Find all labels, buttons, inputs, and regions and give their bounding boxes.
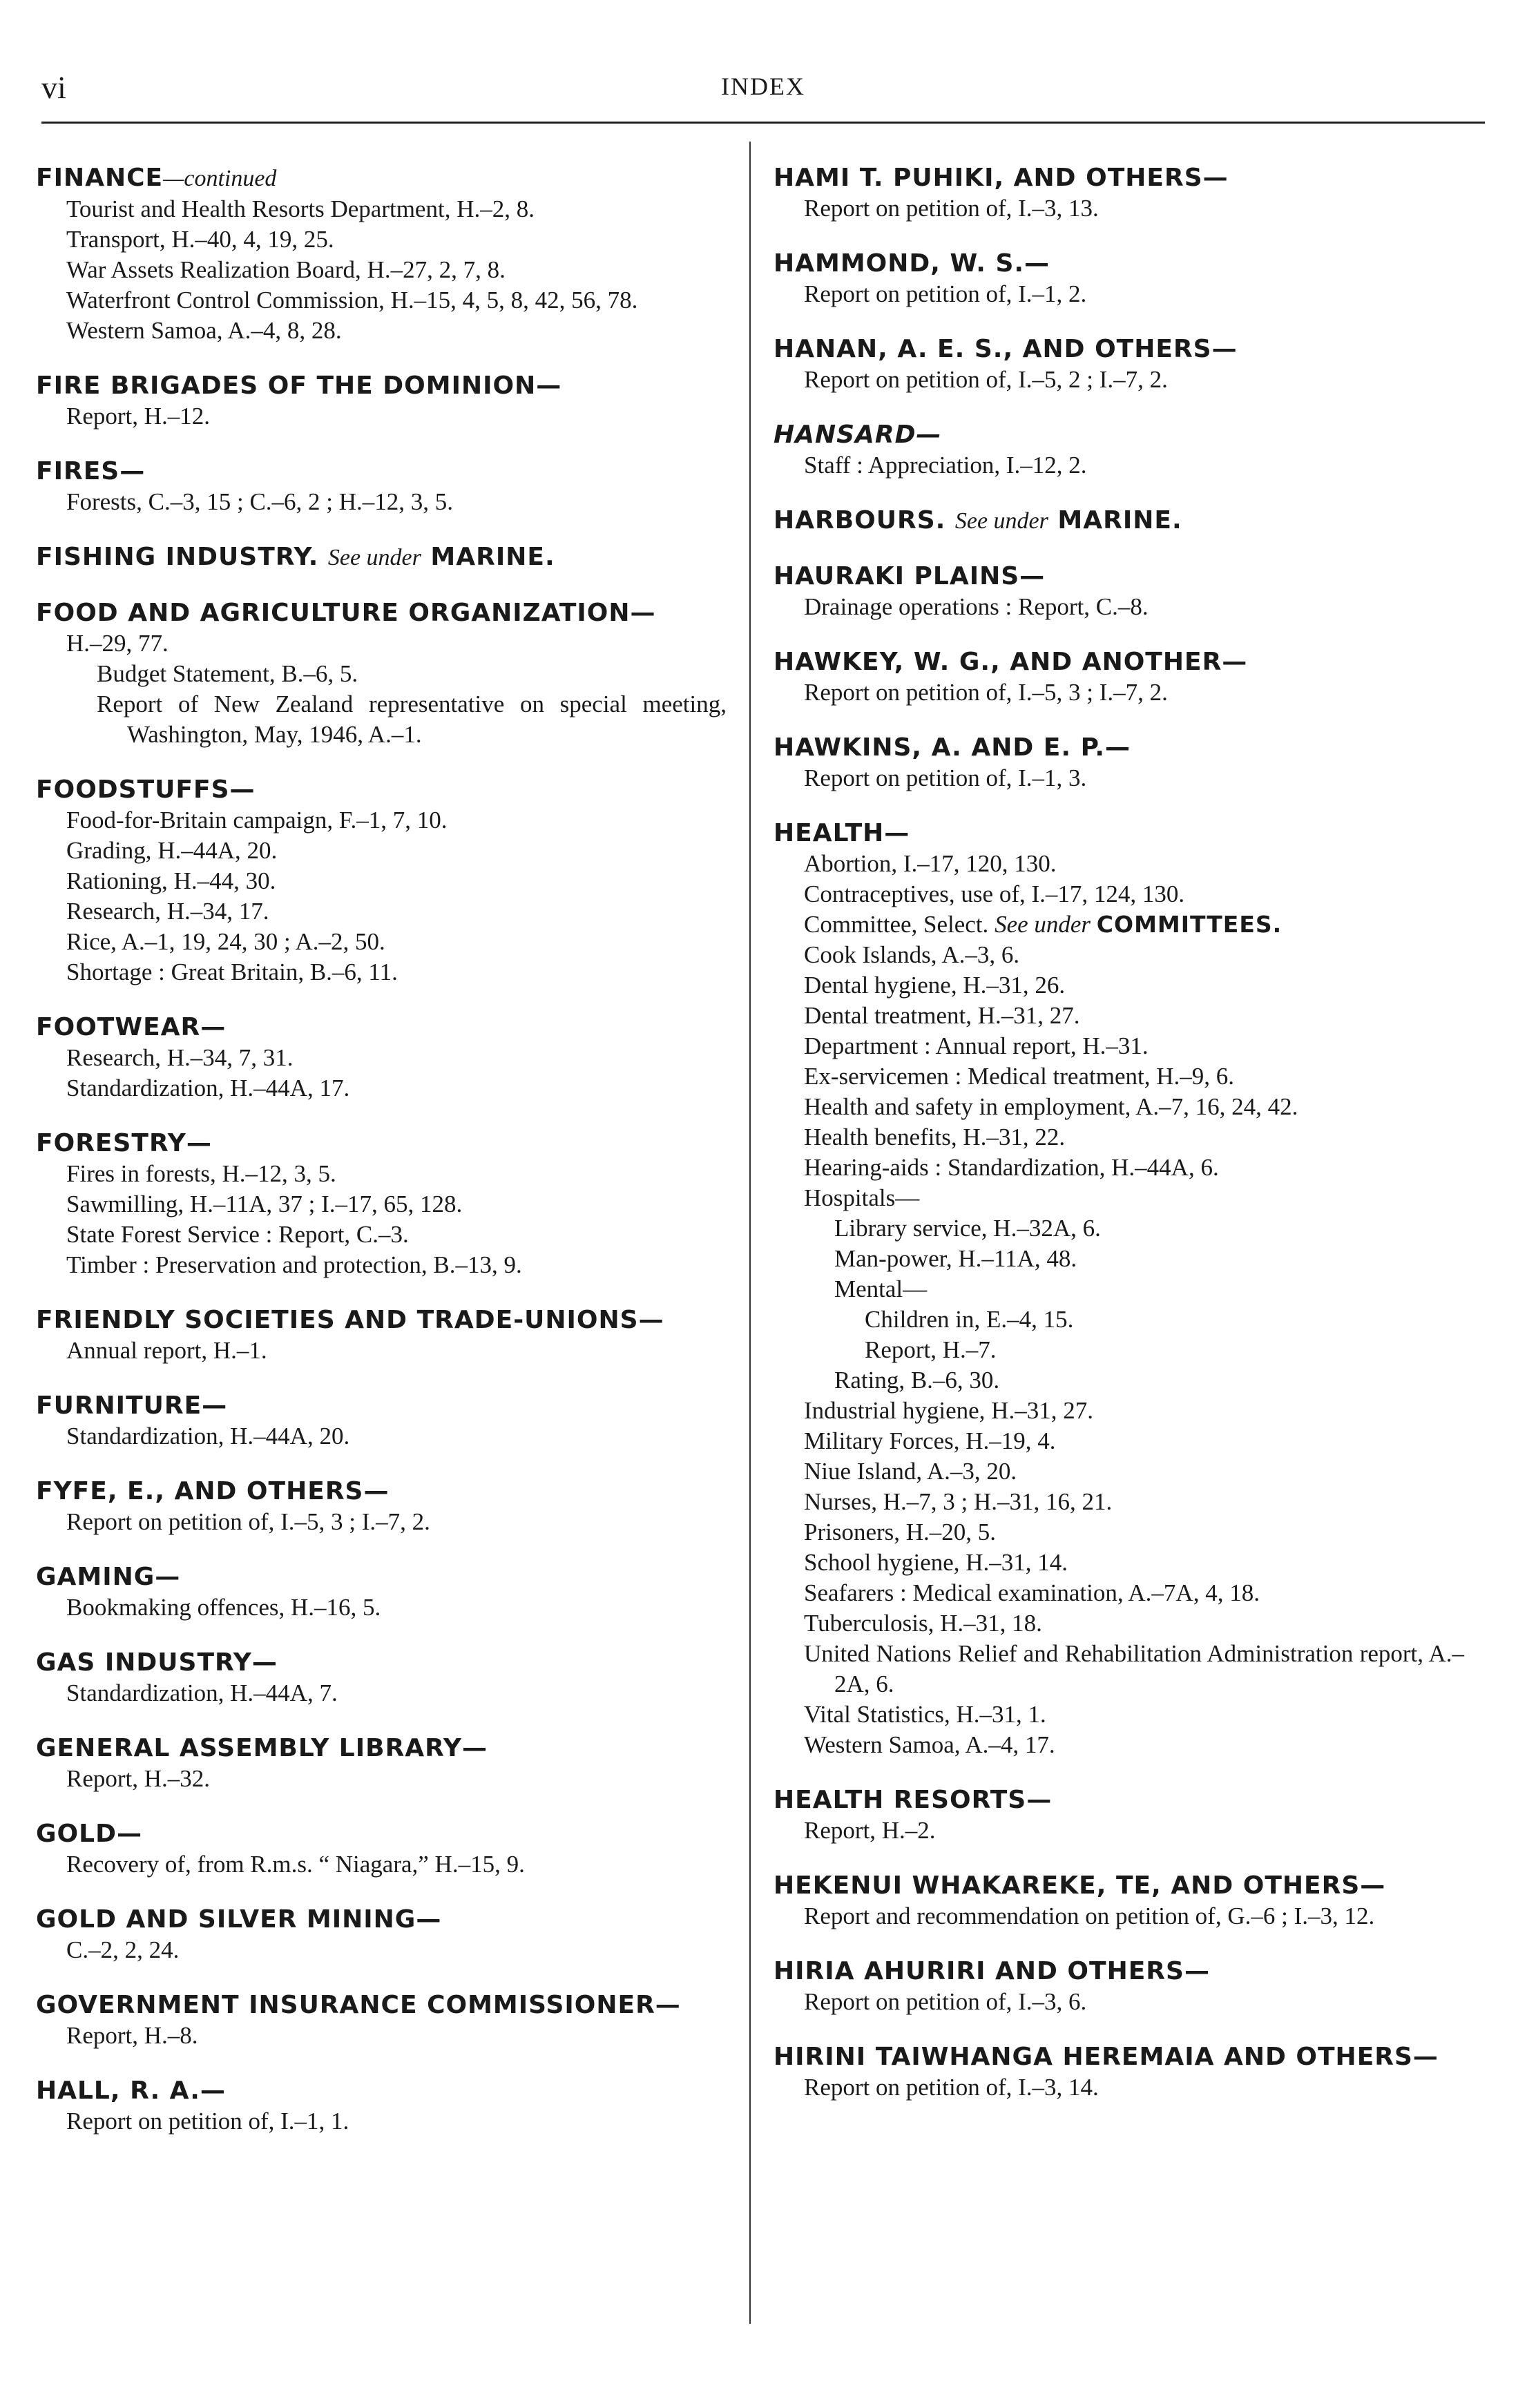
entry-heading: GOLD— [36, 1820, 142, 1848]
right-column [774, 163, 1464, 2128]
entry-heading: HARBOURS. See under MARINE. [774, 506, 1182, 534]
sub-entry: Forests, C.–3, 15 ; C.–6, 2 ; H.–12, 3, 5. [66, 488, 454, 515]
entry-heading: FIRE BRIGADES OF THE DOMINION— [36, 372, 562, 400]
sub-sub-entry: Man-power, H.–11A, 48. [834, 1245, 1077, 1272]
sub-entry: Niue Island, A.–3, 20. [804, 1458, 1017, 1485]
entry-heading: FOOTWEAR— [36, 1013, 227, 1041]
entry-fire-brigades [36, 371, 727, 432]
entry-hekenui [774, 1871, 1464, 1932]
entry-heading: HAURAKI PLAINS— [774, 562, 1046, 590]
sub-entry: Dental hygiene, H.–31, 26. [804, 972, 1066, 999]
entry-heading: HAMI T. PUHIKI, AND OTHERS— [774, 164, 1229, 192]
sub-entry: Grading, H.–44A, 20. [66, 837, 278, 864]
entry-heading: HANAN, A. E. S., AND OTHERS— [774, 335, 1238, 363]
entry-heading: HANSARD— [774, 421, 942, 449]
entry-heading: GENERAL ASSEMBLY LIBRARY— [36, 1734, 488, 1762]
entry-hawkey [774, 647, 1464, 708]
sub-entry: Report on petition of, I.–5, 2 ; I.–7, 2. [804, 366, 1168, 393]
entry-heading: GAMING— [36, 1563, 181, 1591]
page-title: INDEX [721, 73, 805, 100]
entry-hanan [774, 334, 1464, 395]
entry-heading: FINANCE—continued [36, 164, 277, 192]
sub-entry: Committee, Select. See under COMMITTEES. [804, 911, 1283, 938]
sub-entry: Report and recommendation on petition of, G.–6 ; I.–3, 12. [804, 1903, 1375, 1929]
entry-heading: FRIENDLY SOCIETIES AND TRADE-UNIONS— [36, 1306, 664, 1334]
sub-entry: Waterfront Control Commission, H.–15, 4, 5, 8, 42, 56, 78. [66, 287, 638, 314]
sub-entry: Contraceptives, use of, I.–17, 124, 130. [804, 880, 1185, 907]
sub-entry: Report, H.–8. [66, 2022, 198, 2049]
entry-friendly-societies [36, 1305, 727, 1366]
entry-heading: GAS INDUSTRY— [36, 1648, 278, 1677]
entry-heading: FIRES— [36, 457, 146, 485]
entry-gaming [36, 1562, 727, 1623]
sub-entry: Report of New Zealand representative on special meeting, Washington, May, 1946, A.–1. [97, 691, 727, 748]
left-column [36, 163, 727, 2161]
sub-entry: Recovery of, from R.m.s. “ Niagara,” H.–15, 9. [66, 1851, 525, 1878]
sub-entry: Report on petition of, I.–3, 13. [804, 195, 1099, 222]
entry-harbours [774, 505, 1464, 537]
sub-entry: Rice, A.–1, 19, 24, 30 ; A.–2, 50. [66, 928, 385, 955]
header-rule [41, 122, 1485, 124]
sub-entry: Rationing, H.–44, 30. [66, 867, 276, 894]
sub-entry: H.–29, 77. [66, 630, 169, 657]
sub-entry: Health benefits, H.–31, 22. [804, 1124, 1066, 1150]
sub-entry: United Nations Relief and Rehabilitation Administration report, A.–2A, 6. [804, 1640, 1464, 1697]
entry-fires [36, 456, 727, 517]
sub-entry: Industrial hygiene, H.–31, 27. [804, 1397, 1093, 1424]
entry-hauraki-plains [774, 561, 1464, 622]
entry-general-assembly-library [36, 1733, 727, 1794]
entry-health-resorts [774, 1785, 1464, 1846]
entry-hammond [774, 249, 1464, 309]
sub-entry: Report, H.–12. [66, 403, 211, 430]
entry-health [774, 818, 1464, 1760]
sub-entry: Cook Islands, A.–3, 6. [804, 941, 1020, 968]
sub-entry: Standardization, H.–44A, 17. [66, 1075, 350, 1101]
entry-hirini [774, 2042, 1464, 2103]
entry-heading: HEALTH— [774, 819, 910, 847]
column-divider [749, 142, 751, 2324]
sub-entry: Standardization, H.–44A, 20. [66, 1423, 350, 1449]
sub-entry: Report on petition of, I.–5, 3 ; I.–7, 2. [804, 679, 1168, 706]
sub-sub-sub-entry: Report, H.–7. [865, 1336, 997, 1363]
sub-entry: Western Samoa, A.–4, 8, 28. [66, 317, 342, 344]
sub-sub-entry: Library service, H.–32A, 6. [834, 1215, 1101, 1242]
entry-heading: FORESTRY— [36, 1129, 212, 1157]
page-header [41, 69, 1485, 117]
sub-entry: Department : Annual report, H.–31. [804, 1032, 1149, 1059]
entry-heading: HAWKEY, W. G., AND ANOTHER— [774, 648, 1248, 676]
entry-heading: HALL, R. A.— [36, 2077, 226, 2105]
entry-heading: HEALTH RESORTS— [774, 1786, 1053, 1814]
entry-foodstuffs [36, 775, 727, 988]
sub-entry: Standardization, H.–44A, 7. [66, 1679, 338, 1706]
sub-entry: Military Forces, H.–19, 4. [804, 1427, 1056, 1454]
entry-furniture [36, 1391, 727, 1452]
sub-entry: Research, H.–34, 17. [66, 898, 269, 925]
sub-entry: Tuberculosis, H.–31, 18. [804, 1610, 1042, 1637]
sub-entry: State Forest Service : Report, C.–3. [66, 1221, 409, 1248]
sub-entry: Hearing-aids : Standardization, H.–44A, 6. [804, 1154, 1219, 1181]
entry-heading: FYFE, E., AND OTHERS— [36, 1477, 390, 1505]
sub-entry: Hospitals— [804, 1184, 920, 1211]
sub-entry: Ex-servicemen : Medical treatment, H.–9, 6. [804, 1063, 1234, 1090]
sub-entry: Report on petition of, I.–5, 3 ; I.–7, 2. [66, 1508, 430, 1535]
sub-entry: Transport, H.–40, 4, 19, 25. [66, 226, 334, 253]
entry-hami-puhiki [774, 163, 1464, 224]
sub-entry: Prisoners, H.–20, 5. [804, 1519, 997, 1545]
sub-entry: Drainage operations : Report, C.–8. [804, 593, 1149, 620]
sub-entry: Shortage : Great Britain, B.–6, 11. [66, 959, 398, 985]
sub-entry: Fires in forests, H.–12, 3, 5. [66, 1160, 336, 1187]
entry-heading: HAWKINS, A. AND E. P.— [774, 733, 1131, 762]
entry-gas-industry [36, 1648, 727, 1708]
entry-fyfe [36, 1476, 727, 1537]
sub-sub-entry: Mental— [834, 1275, 928, 1302]
entry-heading: FOOD AND AGRICULTURE ORGANIZATION— [36, 599, 656, 627]
entry-hawkins [774, 733, 1464, 793]
sub-entry: Report on petition of, I.–1, 2. [804, 280, 1087, 307]
sub-entry: Report, H.–32. [66, 1765, 211, 1792]
sub-entry: Timber : Preservation and protection, B.–13, 9. [66, 1251, 522, 1278]
sub-entry: Nurses, H.–7, 3 ; H.–31, 16, 21. [804, 1488, 1113, 1515]
sub-entry: Food-for-Britain campaign, F.–1, 7, 10. [66, 807, 448, 834]
sub-entry: Annual report, H.–1. [66, 1337, 267, 1364]
entry-heading: HEKENUI WHAKAREKE, TE, AND OTHERS— [774, 1871, 1386, 1900]
sub-entry: Tourist and Health Resorts Department, H.–2, 8. [66, 195, 535, 222]
sub-entry: Health and safety in employment, A.–7, 16, 24, 42. [804, 1093, 1298, 1120]
sub-entry: C.–2, 2, 24. [66, 1936, 180, 1963]
sub-entry: Western Samoa, A.–4, 17. [804, 1731, 1055, 1758]
entry-heading: FURNITURE— [36, 1391, 228, 1420]
sub-entry: Seafarers : Medical examination, A.–7A, 4, 18. [804, 1579, 1260, 1606]
page-number: vi [41, 70, 66, 105]
entry-heading: HAMMOND, W. S.— [774, 249, 1050, 278]
entry-hansard [774, 420, 1464, 481]
sub-entry: Report on petition of, I.–1, 3. [804, 764, 1087, 791]
entry-gold [36, 1819, 727, 1880]
sub-sub-sub-entry: Children in, E.–4, 15. [865, 1306, 1074, 1333]
sub-entry: Report on petition of, I.–3, 6. [804, 1988, 1087, 2015]
entry-fao [36, 598, 727, 750]
entry-heading: GOLD AND SILVER MINING— [36, 1905, 442, 1934]
sub-entry: Dental treatment, H.–31, 27. [804, 1002, 1080, 1029]
entry-gold-silver-mining [36, 1905, 727, 1965]
sub-sub-entry: Rating, B.–6, 30. [834, 1367, 1000, 1394]
sub-entry: Sawmilling, H.–11A, 37 ; I.–17, 65, 128. [66, 1191, 463, 1217]
entry-footwear [36, 1012, 727, 1104]
sub-entry: War Assets Realization Board, H.–27, 2, 7, 8. [66, 256, 506, 283]
sub-entry: Budget Statement, B.–6, 5. [97, 660, 358, 687]
entry-heading: FOODSTUFFS— [36, 776, 256, 804]
entry-heading: FISHING INDUSTRY. See under MARINE. [36, 543, 555, 571]
entry-hiria [774, 1956, 1464, 2017]
sub-entry: School hygiene, H.–31, 14. [804, 1549, 1068, 1576]
entry-government-insurance [36, 1990, 727, 2051]
sub-entry: Report on petition of, I.–3, 14. [804, 2074, 1099, 2101]
entry-fishing [36, 542, 727, 573]
sub-entry: Bookmaking offences, H.–16, 5. [66, 1594, 381, 1621]
sub-entry: Abortion, I.–17, 120, 130. [804, 850, 1057, 877]
sub-entry: Research, H.–34, 7, 31. [66, 1044, 294, 1071]
entry-finance [36, 163, 727, 346]
entry-heading: GOVERNMENT INSURANCE COMMISSIONER— [36, 1991, 681, 2019]
entry-hall [36, 2076, 727, 2137]
sub-entry: Vital Statistics, H.–31, 1. [804, 1701, 1046, 1728]
sub-entry: Staff : Appreciation, I.–12, 2. [804, 452, 1087, 479]
entry-heading: HIRINI TAIWHANGA HEREMAIA AND OTHERS— [774, 2043, 1439, 2071]
entry-heading: HIRIA AHURIRI AND OTHERS— [774, 1957, 1210, 1985]
sub-entry: Report on petition of, I.–1, 1. [66, 2108, 349, 2135]
entry-forestry [36, 1128, 727, 1280]
sub-entry: Report, H.–2. [804, 1817, 936, 1844]
